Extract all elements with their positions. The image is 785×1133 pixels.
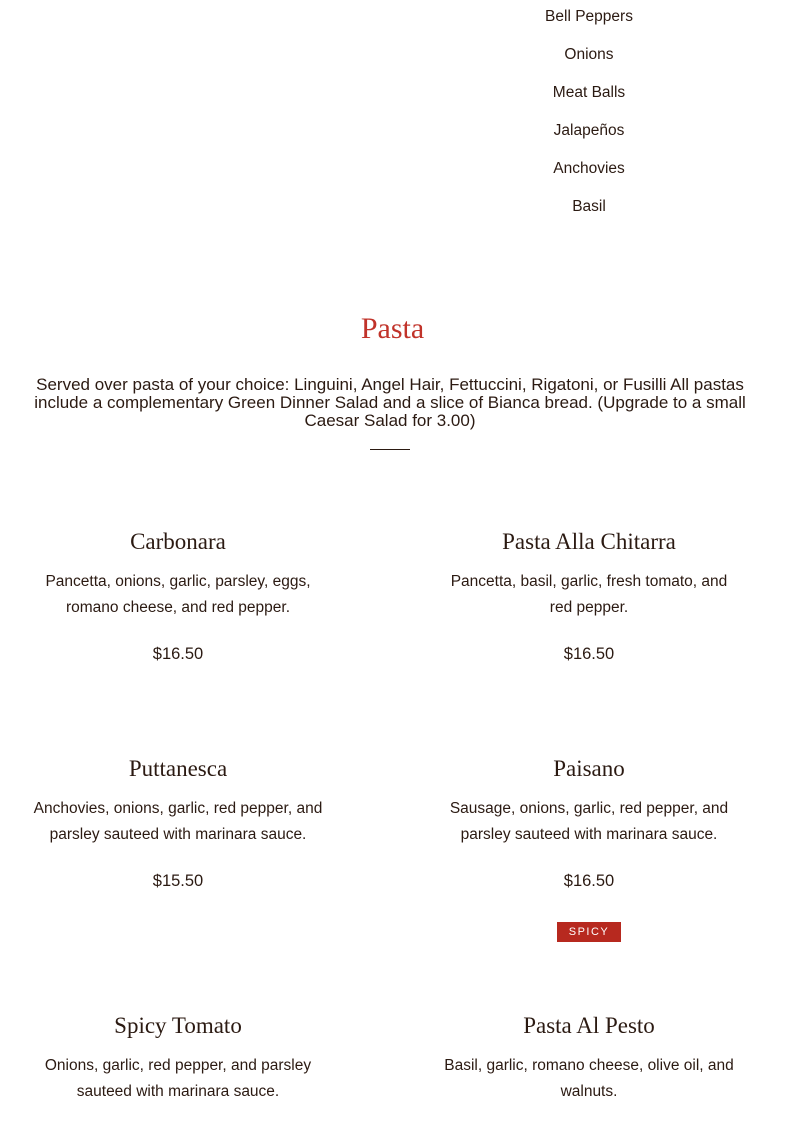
menu-item-description: Pancetta, onions, garlic, parsley, eggs, romano cheese, and red pepper. [45,573,311,616]
menu-item-pasta-alla-chitarra [439,528,739,665]
menu-item-price: $15.50 [152,872,204,890]
topping-item: Basil [572,198,606,215]
menu-item-name: Carbonara [130,529,226,554]
menu-item-description: Sausage, onions, garlic, red pepper, and parsley sauteed with marinara sauce. [449,800,729,843]
menu-item-name: Pasta Al Pesto [523,1013,655,1038]
section-divider [370,449,410,450]
menu-item-name: Pasta Alla Chitarra [502,529,676,554]
menu-item-name: Puttanesca [128,756,228,781]
topping-item: Bell Peppers [545,8,633,25]
menu-item-name: Paisano [553,756,625,781]
topping-item: Onions [564,46,614,63]
toppings-list [545,0,633,226]
menu-item-description: Onions, garlic, red pepper, and parsley sauteed with marinara sauce. [44,1057,312,1100]
menu-item-paisano [439,755,739,942]
topping-item: Anchovies [553,160,625,177]
menu-item-price: $16.50 [563,645,615,663]
spicy-badge: SPICY [557,922,622,942]
menu-item-puttanesca [28,755,328,892]
menu-item-carbonara [28,528,328,665]
topping-item: Jalapeños [553,122,625,139]
menu-item-description: Pancetta, basil, garlic, fresh tomato, and red pepper. [450,573,728,616]
topping-item: Meat Balls [552,84,626,101]
menu-item-description: Anchovies, onions, garlic, red pepper, and parsley sauteed with marinara sauce. [33,800,323,843]
pasta-section-description: Served over pasta of your choice: Linguini, Angel Hair, Fettuccini, Rigatoni, or Fusilli All pastas include a complementary Green Dinner Salad and a slice of Bianca bread. (Upgrade to a small Caesar Salad for 3.00) [34,375,746,430]
pasta-section-title: Pasta [360,312,425,345]
menu-item-price: $16.50 [152,645,204,663]
menu-item-spicy-tomato [28,1012,328,1105]
menu-item-pasta-al-pesto [439,1012,739,1105]
menu-item-name: Spicy Tomato [114,1013,242,1038]
menu-item-price: $16.50 [563,872,615,890]
menu-item-description: Basil, garlic, romano cheese, olive oil, and walnuts. [444,1057,734,1100]
